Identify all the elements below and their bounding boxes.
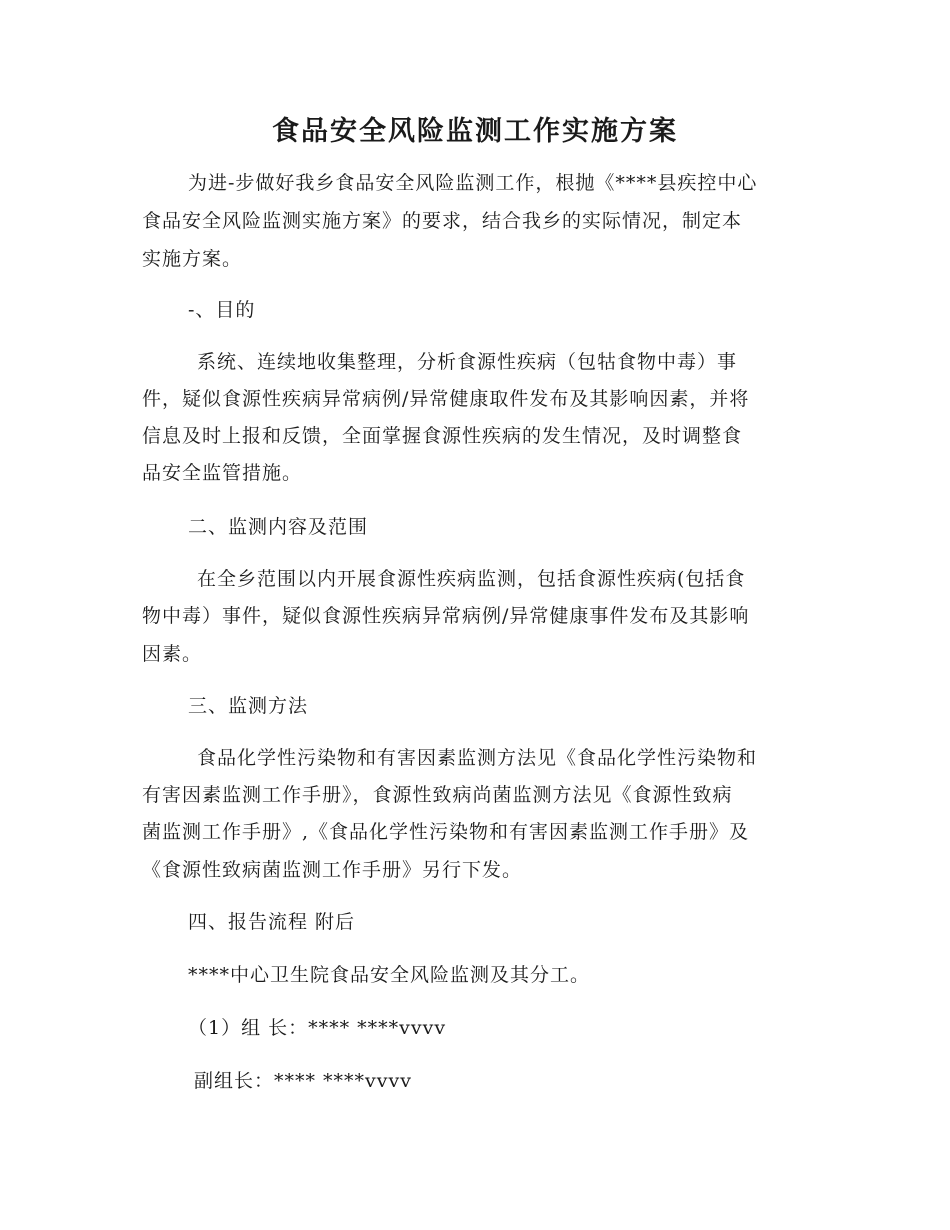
section-2-line-2: 物中毒）事件，疑似食源性疾病异常病例/异常健康事件发布及其影响	[142, 605, 750, 627]
section-1-line-1: 系统、连续地收集整理，分析食源性疾病（包牯食物中毒）事	[197, 351, 738, 373]
document-title: 食品安全风险监测工作实施方案	[272, 116, 678, 147]
intro-line-2: 食品安全风险监测实施方案》的要求，结合我乡的实际情况，制定本	[142, 210, 743, 232]
section-1-heading: -、目的	[188, 299, 256, 321]
section-4-leader-line: （1）组 长：**** ****vvvv	[188, 1017, 447, 1039]
section-1-line-4: 品安全监管措施。	[142, 462, 303, 484]
section-4-org-line: ****中心卫生院食品安全风险监测及其分工。	[188, 964, 591, 986]
section-2-heading: 二、监测内容及范围	[188, 516, 369, 538]
section-3-heading: 三、监测方法	[188, 695, 309, 717]
section-3-line-2: 有害因素监测工作手册》，食源性致病尚菌监测方法见《食源性致病	[142, 784, 733, 806]
section-2-line-1: 在全乡范围以内开展食源性疾病监测，包括食源性疾病(包括食	[197, 568, 746, 590]
section-2-line-3: 因素。	[142, 643, 203, 665]
section-3-line-3: 菌监测工作手册》,《食品化学性污染物和有害因素监测工作手册》及	[142, 821, 750, 843]
section-1-line-2: 件，疑似食源性疾病异常病例/异常健康取件发布及其影响因素，并将	[142, 388, 750, 410]
intro-line-3: 实施方案。	[142, 248, 243, 270]
section-3-line-1: 食品化学性污染物和有害因素监测方法见《食品化学性污染物和	[197, 747, 758, 769]
intro-line-1: 为进-步做好我乡食品安全风险监测工作，根抛《****县疾控中心	[188, 172, 758, 194]
section-3-line-4: 《食源性致病菌监测工作手册》另行下发。	[142, 859, 523, 881]
section-4-heading: 四、报告流程 附后	[188, 911, 356, 933]
section-1-line-3: 信息及时上报和反馈，全面掌握食源性疾病的发生情况，及时调整食	[142, 425, 743, 447]
section-4-deputy-line: 副组长：**** ****vvvv	[194, 1070, 412, 1092]
